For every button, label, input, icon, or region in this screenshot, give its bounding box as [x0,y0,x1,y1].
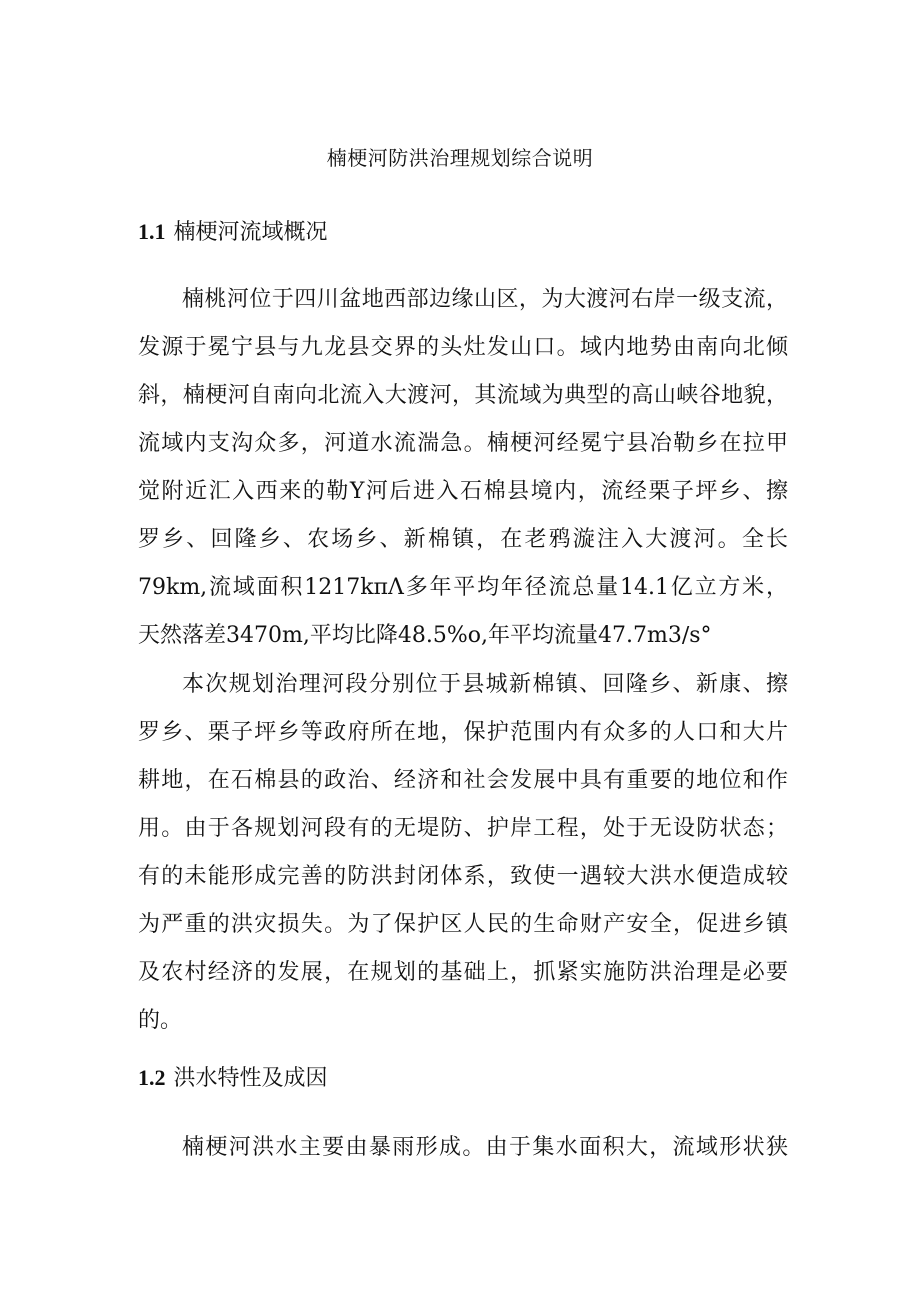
text-line: 天然落差3470m,平均比降48.5%o,年平均流量47.7m3∕s° [138,623,712,648]
section-heading-1-2 [138,1062,328,1095]
text-line: 有的未能形成完善的防洪封闭体系，致使一遇较大洪水便造成较 [138,864,788,889]
document-title: 楠梗河防洪治理规划综合说明 [326,146,594,170]
text-line: 本次规划治理河段分别位于县城新棉镇、回隆乡、新康、擦 [182,672,788,697]
text-line: 的。 [138,1008,183,1033]
text-line: 楠桃河位于四川盆地西部边缘山区，为大渡河右岸一级支流， [182,287,788,312]
paragraph-flood-characteristics [138,1124,788,1172]
text-line: 用。由于各规划河段有的无堤防、护岸工程，处于无设防状态； [138,816,788,841]
section-number: 1.1 [138,219,166,244]
text-line: 觉附近汇入西来的勒Y河后进入石棉县境内，流经栗子坪乡、擦 [138,479,788,504]
section-title: 洪水特性及成因 [173,1066,328,1091]
section-heading-1-1 [138,216,328,249]
text-line: 及农村经济的发展，在规划的基础上，抓紧实施防洪治理是必要 [138,960,788,985]
text-line: 流域内支沟众多，河道水流湍急。楠梗河经冕宁县冶勒乡在拉甲 [138,431,788,456]
text-line: 罗乡、回隆乡、农场乡、新棉镇，在老鸦漩注入大渡河。全长 [138,527,788,552]
paragraph-planning-scope [138,661,788,1045]
text-line: 耕地，在石棉县的政治、经济和社会发展中具有重要的地位和作 [138,768,788,793]
paragraph-basin-overview [138,276,788,660]
text-line: 罗乡、栗子坪乡等政府所在地，保护范围内有众多的人口和大片 [138,720,788,745]
text-line: 楠梗河洪水主要由暴雨形成。由于集水面积大，流域形状狭 [182,1135,788,1160]
text-line: 发源于冕宁县与九龙县交界的头灶发山口。域内地势由南向北倾 [138,335,788,360]
text-line: 79km,流域面积1217kπΛ多年平均年径流总量14.1亿立方米， [138,575,788,600]
section-title: 楠梗河流域概况 [173,220,328,245]
text-line: 斜，楠梗河自南向北流入大渡河，其流域为典型的高山峡谷地貌， [138,383,788,408]
text-line: 为严重的洪灾损失。为了保护区人民的生命财产安全，促进乡镇 [138,912,788,937]
section-number: 1.2 [138,1065,166,1090]
